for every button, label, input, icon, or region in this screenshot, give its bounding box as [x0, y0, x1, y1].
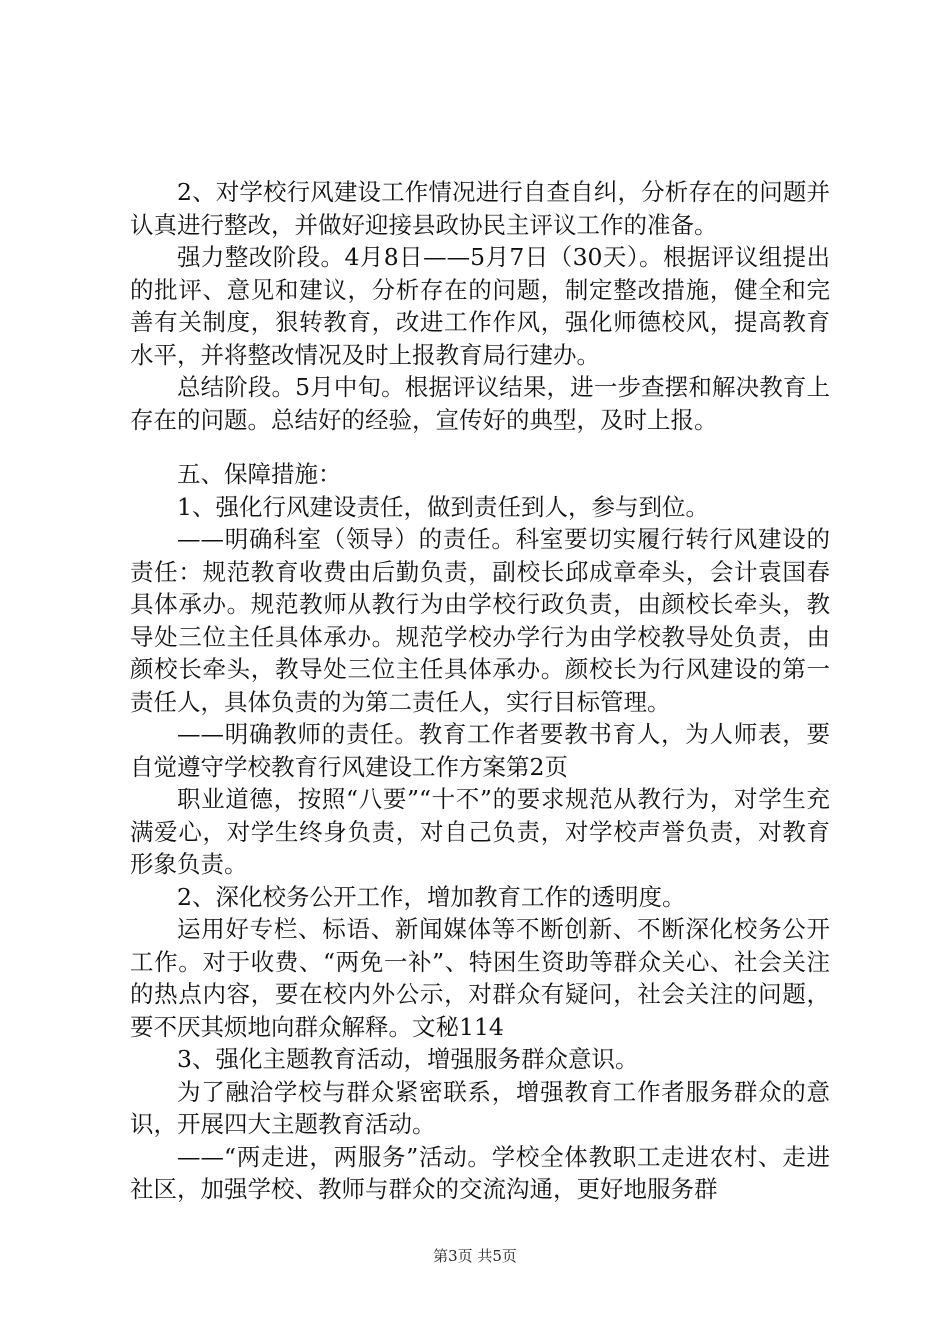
paragraph: 强力整改阶段。4月8日——5月7日（30天）。根据评议组提出的批评、意见和建议，分析存在的问题，制定整改措施，健全和完善有关制度，狠转教育，改进工作作风，强化师德校风，提高教育水平，并将整改情况及时上报教育局行建办。 [130, 243, 830, 369]
paragraph: 2、对学校行风建设工作情况进行自查自纠，分析存在的问题并认真进行整改，并做好迎接县政协民主评议工作的准备。 [130, 178, 830, 239]
paragraph: 1、强化行风建设责任，做到责任到人，参与到位。 [177, 492, 709, 521]
paragraph: 为了融洽学校与群众紧密联系，增强教育工作者服务群众的意识，开展四大主题教育活动。 [130, 1077, 830, 1138]
paragraph: 3、强化主题教育活动，增强服务群众意识。 [177, 1045, 639, 1073]
document-body [130, 176, 830, 1206]
paragraph: 运用好专栏、标语、新闻媒体等不断创新、不断深化校务公开工作。对于收费、“两免一补”、特困生资助等群众关心、社会关注的热点内容，要在校内外公示，对群众有疑问，社会关注的问题，要不厌其烦地向群众解释。文秘114 [130, 915, 830, 1041]
paragraph: ——明确教师的责任。教育工作者要教书育人，为人师表，要自觉遵守学校教育行风建设工作方案第2页 [130, 720, 830, 781]
paragraph: 2、深化校务公开工作，增加教育工作的透明度。 [177, 882, 686, 911]
paragraph: 总结阶段。5月中旬。根据评议结果，进一步查摆和解决教育上存在的问题。总结好的经验，宣传好的典型，及时上报。 [130, 373, 830, 434]
page-footer: 第3页 共5页 [433, 1247, 517, 1265]
paragraph: 职业道德，按照“八要”“十不”的要求规范从教行为，对学生充满爱心，对学生终身负责，对自己负责，对学校声誉负责，对教育形象负责。 [130, 785, 830, 878]
section-heading: 五、保障措施： [177, 460, 342, 488]
paragraph: ——明确科室（领导）的责任。科室要切实履行转行风建设的责任：规范教育收费由后勤负责，副校长邱成章牵头，会计袁国春具体承办。规范教师从教行为由学校行政负责，由颜校长牵头，教导处三位主任具体承办。规范学校办学行为由学校教导处负责，由颜校长牵头，教导处三位主任具体承办。颜校长为行风建设的第一责任人，具体负责的为第二责任人，实行目标管理。 [130, 525, 830, 716]
paragraph: ——“两走进，两服务”活动。学校全体教职工走进农村、走进社区，加强学校、教师与群众的交流沟通，更好地服务群 [130, 1142, 830, 1203]
